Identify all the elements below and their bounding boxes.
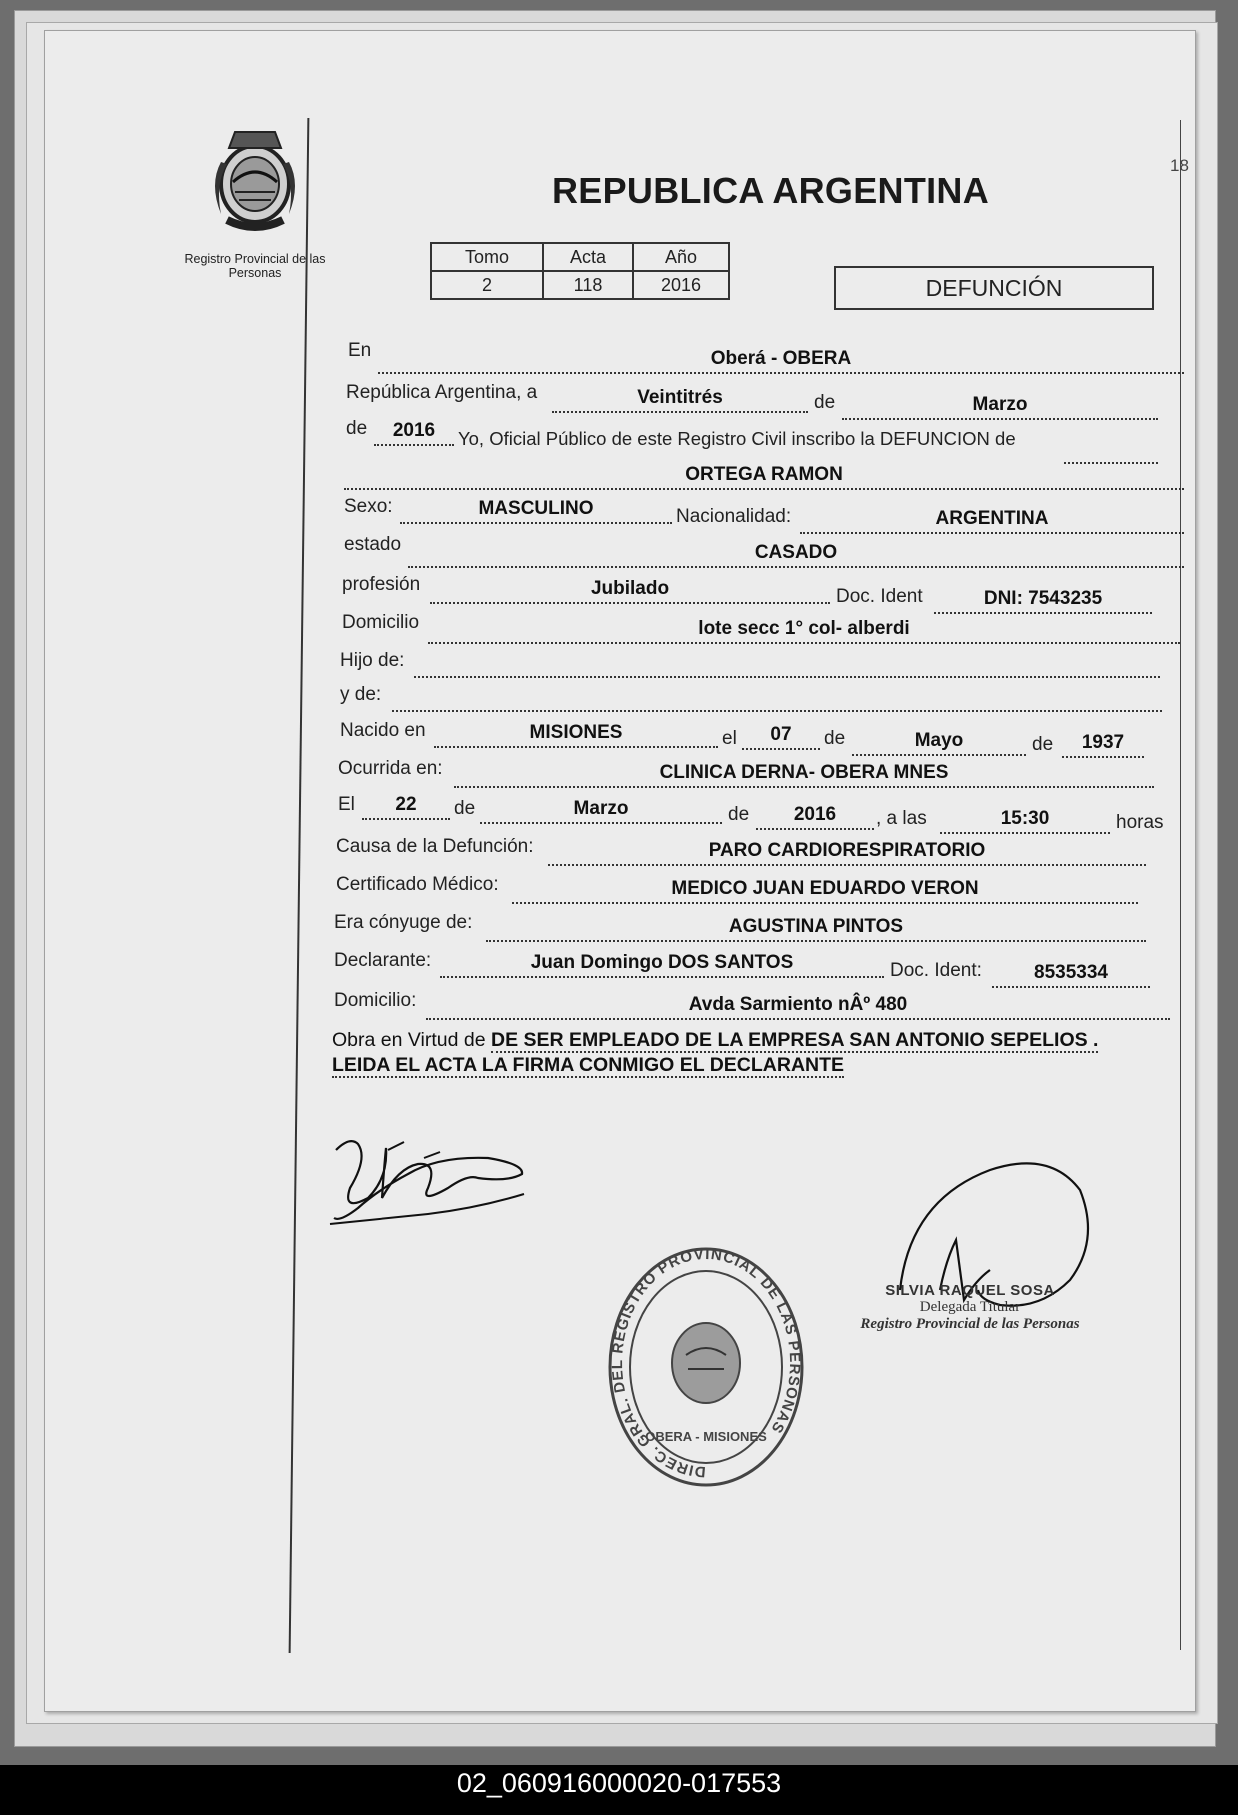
record-table xyxy=(430,242,730,300)
obra-paragraph xyxy=(332,1028,1170,1078)
field-fallec-mes: Marzo xyxy=(480,796,722,824)
label-de-3: de xyxy=(824,728,846,749)
field-domicilio: lote secc 1° col- alberdi xyxy=(428,616,1180,644)
label-domicilio: Domicilio xyxy=(342,612,420,633)
record-value-anio: 2016 xyxy=(633,271,729,299)
field-nac-anio: 1937 xyxy=(1062,730,1144,758)
field-nac-dia: 07 xyxy=(742,722,820,750)
field-y-de xyxy=(392,684,1162,712)
label-yo: Yo, Oficial Público de este Registro Civil inscribo la DEFUNCION de xyxy=(458,428,1016,449)
label-doc-ident: Doc. Ident xyxy=(836,586,923,607)
label-nacido-en: Nacido en xyxy=(340,720,426,741)
field-estado: CASADO xyxy=(408,540,1184,568)
field-nacido-en: MISIONES xyxy=(434,720,718,748)
label-el: el xyxy=(722,728,737,749)
record-value-acta: 118 xyxy=(543,271,633,299)
label-sexo: Sexo: xyxy=(344,496,393,517)
field-declarante: Juan Domingo DOS SANTOS xyxy=(440,950,884,978)
label-republica: República Argentina, a xyxy=(346,382,538,403)
stamp-ring-text: DIREC. GRAL. DEL REGISTRO PROVINCIAL DE LAS PERSONAS xyxy=(609,1245,804,1481)
label-doc-ident-2: Doc. Ident: xyxy=(890,960,982,981)
registry-label: Registro Provincial de las Personas xyxy=(184,252,326,280)
field-obra-line1: DE SER EMPLEADO DE LA EMPRESA SAN ANTONIO SEPELIOS . xyxy=(491,1029,1099,1051)
field-nombre: ORTEGA RAMON xyxy=(344,462,1184,490)
page-title: REPUBLICA ARGENTINA xyxy=(552,170,990,211)
label-de-5: de xyxy=(454,798,476,819)
official-title: Delegada Titular xyxy=(919,1299,1021,1315)
label-nacionalidad: Nacionalidad: xyxy=(676,506,792,527)
label-hijo-de: Hijo de: xyxy=(340,650,405,671)
field-lugar: Oberá - OBERA xyxy=(378,346,1184,374)
label-profesion: profesión xyxy=(342,574,421,595)
label-El: El xyxy=(338,794,355,815)
field-hora: 15:30 xyxy=(940,806,1110,834)
record-value-tomo: 2 xyxy=(431,271,543,299)
declarant-signature xyxy=(328,1128,528,1238)
field-mes: Marzo xyxy=(842,392,1158,420)
field-ocurrida-en: CLINICA DERNA- OBERA MNES xyxy=(454,760,1154,788)
field-documento: DNI: 7543235 xyxy=(934,586,1152,614)
official-name-block xyxy=(840,1282,1100,1333)
field-domicilio-declarante: Avda Sarmiento nÂº 480 xyxy=(426,992,1170,1020)
field-doc-declarante: 8535334 xyxy=(992,960,1150,988)
field-dia-letras: Veintitrés xyxy=(552,385,808,413)
field-nac-mes: Mayo xyxy=(852,728,1026,756)
record-header-tomo: Tomo xyxy=(431,243,543,271)
record-type-box: DEFUNCIÓN xyxy=(834,266,1154,310)
label-domicilio-2: Domicilio: xyxy=(334,990,417,1011)
label-horas: horas xyxy=(1116,812,1164,833)
label-de-1: de xyxy=(814,392,836,413)
field-profesion: Jubilado xyxy=(430,576,830,604)
field-conyuge: AGUSTINA PINTOS xyxy=(486,914,1146,942)
official-stamp xyxy=(606,1245,806,1490)
field-fallec-anio: 2016 xyxy=(756,802,874,830)
label-y-de: y de: xyxy=(340,684,382,705)
label-de-4: de xyxy=(1032,734,1054,755)
label-en: En xyxy=(348,340,372,361)
field-nacionalidad: ARGENTINA xyxy=(800,506,1184,534)
field-causa: PARO CARDIORESPIRATORIO xyxy=(548,838,1146,866)
field-yo-blank xyxy=(1064,436,1158,464)
label-certificado: Certificado Médico: xyxy=(336,874,499,895)
label-ocurrida-en: Ocurrida en: xyxy=(338,758,443,779)
label-declarante: Declarante: xyxy=(334,950,432,971)
field-certificado: MEDICO JUAN EDUARDO VERON xyxy=(512,876,1138,904)
field-obra-line2: LEIDA EL ACTA LA FIRMA CONMIGO EL DECLARANTE xyxy=(332,1054,845,1076)
label-causa: Causa de la Defunción: xyxy=(336,836,534,857)
page-number: 18 xyxy=(1170,156,1189,175)
field-anio: 2016 xyxy=(374,418,454,446)
footer-code: 02_060916000020-017553 xyxy=(456,1768,782,1798)
label-estado: estado xyxy=(344,534,402,555)
field-hijo-de xyxy=(414,650,1160,678)
provincial-seal-icon xyxy=(205,122,305,238)
label-de-2: de xyxy=(346,418,368,439)
label-a-las: , a las xyxy=(876,808,927,829)
field-sexo: MASCULINO xyxy=(400,496,672,524)
official-office: Registro Provincial de las Personas xyxy=(860,1316,1080,1332)
label-de-6: de xyxy=(728,804,750,825)
official-name: SILVIA RAQUEL SOSA xyxy=(885,1282,1055,1299)
label-obra: Obra en Virtud de xyxy=(332,1029,486,1051)
label-conyuge: Era cónyuge de: xyxy=(334,912,473,933)
stamp-inner-text: OBERA - MISIONES xyxy=(645,1429,767,1444)
record-header-anio: Año xyxy=(633,243,729,271)
record-header-acta: Acta xyxy=(543,243,633,271)
field-fallec-dia: 22 xyxy=(362,792,450,820)
